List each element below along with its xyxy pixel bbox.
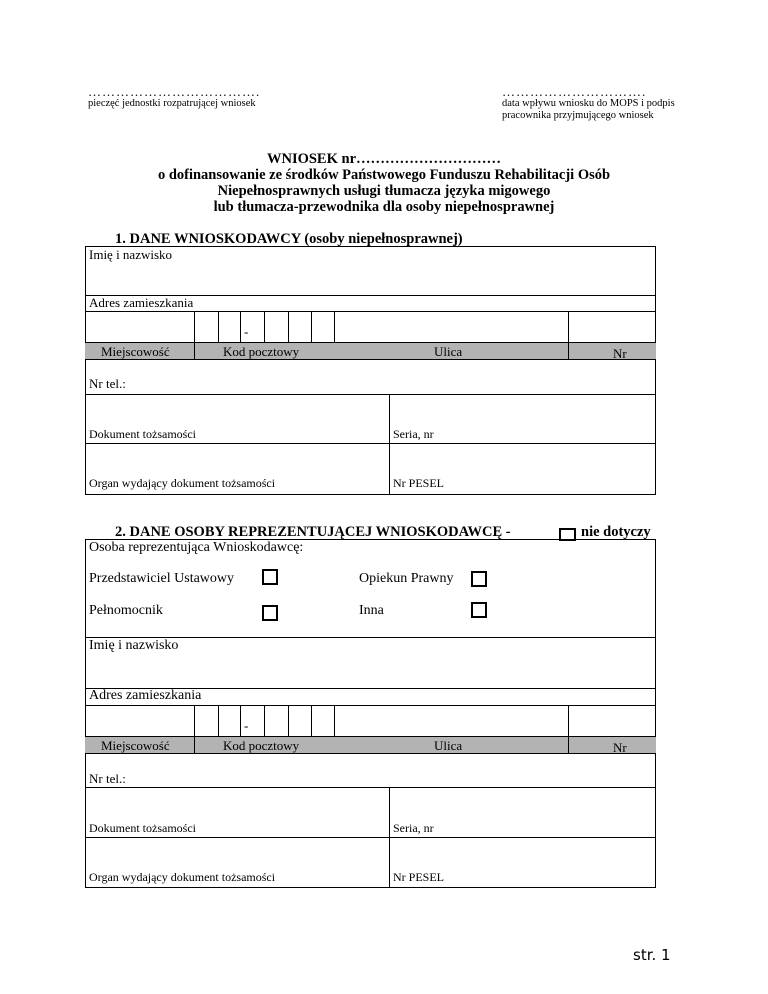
stamp-dotted-line: ………………………………. [88,84,261,99]
opt-other-label: Inna [359,603,384,618]
s2-city-label: Miejscowość [101,738,170,753]
s1-city-field[interactable] [86,312,194,342]
s2-address-legend [85,736,656,754]
s1-street-label: Ulica [434,344,463,359]
s1-series-label: Seria, nr [393,427,434,441]
opt-guardian-label: Opiekun Prawny [359,571,454,586]
s1-number-field[interactable] [569,312,655,342]
s2-id-doc-label: Dokument tożsamości [89,821,196,835]
s1-city-label: Miejscowość [101,344,170,359]
s2-pesel-field[interactable] [390,838,655,887]
s1-name-field[interactable] [86,262,655,295]
opt-legal-rep-label: Przedstawiciel Ustawowy [89,571,235,586]
s2-number-label: Nr [613,740,627,755]
s1-issuer-label: Organ wydający dokument tożsamości [89,476,276,490]
s1-number-label: Nr [613,346,627,361]
s2-pesel-label: Nr PESEL [393,870,444,884]
s1-street-field[interactable] [335,312,568,342]
s2-series-label: Seria, nr [393,821,434,835]
s1-id-doc-field[interactable] [86,395,389,442]
s1-name-label: Imię i nazwisko [89,247,173,262]
s1-phone-label: Nr tel.: [89,376,126,391]
section2-heading: 2. DANE OSOBY REPREZENTUJĄCEJ WNIOSKODAWCĘ - [115,524,511,540]
s1-address-legend [85,342,656,360]
form-subtitle-2: Niepełnosprawnych usługi tłumacza języka migowego [217,183,551,199]
s2-postal-field[interactable] [195,706,334,736]
s2-street-field[interactable] [335,706,568,736]
date-caption-line2: pracownika przyjmującego wniosek [502,110,654,121]
s2-id-doc-field[interactable] [86,788,389,836]
date-caption-line1: data wpływu wniosku do MOPS i podpis [502,98,675,109]
s1-postal-dash: - [244,324,249,339]
not-applicable-label: nie dotyczy [581,524,651,540]
guardian-checkbox[interactable] [471,571,487,587]
s1-series-field[interactable] [390,395,655,442]
s2-name-field[interactable] [86,655,655,687]
s2-postal-label: Kod pocztowy [223,738,300,753]
other-checkbox[interactable] [471,602,487,618]
date-dotted-line: …………………………. [502,84,647,99]
s2-address-label: Adres zamieszkania [89,688,202,703]
proxy-checkbox[interactable] [262,605,278,621]
s2-issuer-field[interactable] [86,838,389,887]
form-subtitle-1: o dofinansowanie ze środków Państwowego Funduszu Rehabilitacji Osób [157,167,611,183]
s1-pesel-field[interactable] [390,444,655,494]
s2-street-label: Ulica [434,738,463,753]
s2-postal-dash: - [244,718,249,733]
page-number: str. 1 [633,946,671,964]
opt-proxy-label: Pełnomocnik [89,603,163,618]
stamp-caption: pieczęć jednostki rozpatrującej wniosek [88,98,256,109]
s2-number-field[interactable] [569,706,655,736]
s2-issuer-label: Organ wydający dokument tożsamości [89,870,276,884]
s1-address-label: Adres zamieszkania [89,295,194,310]
s1-phone-field[interactable] [140,362,655,394]
s1-pesel-label: Nr PESEL [393,476,444,490]
s1-postal-label: Kod pocztowy [223,344,300,359]
form-title: WNIOSEK nr………………………… [266,151,502,167]
s2-city-field[interactable] [86,706,194,736]
s1-id-doc-label: Dokument tożsamości [89,427,196,441]
s2-series-field[interactable] [390,788,655,836]
s1-issuer-field[interactable] [86,444,389,494]
s1-postal-field[interactable] [195,312,334,342]
s2-phone-label: Nr tel.: [89,771,126,786]
form-subtitle-3: lub tłumacza-przewodnika dla osoby niepełnosprawnej [213,199,555,215]
section1-heading: 1. DANE WNIOSKODAWCY (osoby niepełnosprawnej) [115,231,463,247]
legal-rep-checkbox[interactable] [262,569,278,585]
s2-phone-field[interactable] [140,756,655,787]
s2-name-label: Imię i nazwisko [89,638,179,653]
s2-rep-label: Osoba reprezentująca Wnioskodawcę: [89,540,304,555]
